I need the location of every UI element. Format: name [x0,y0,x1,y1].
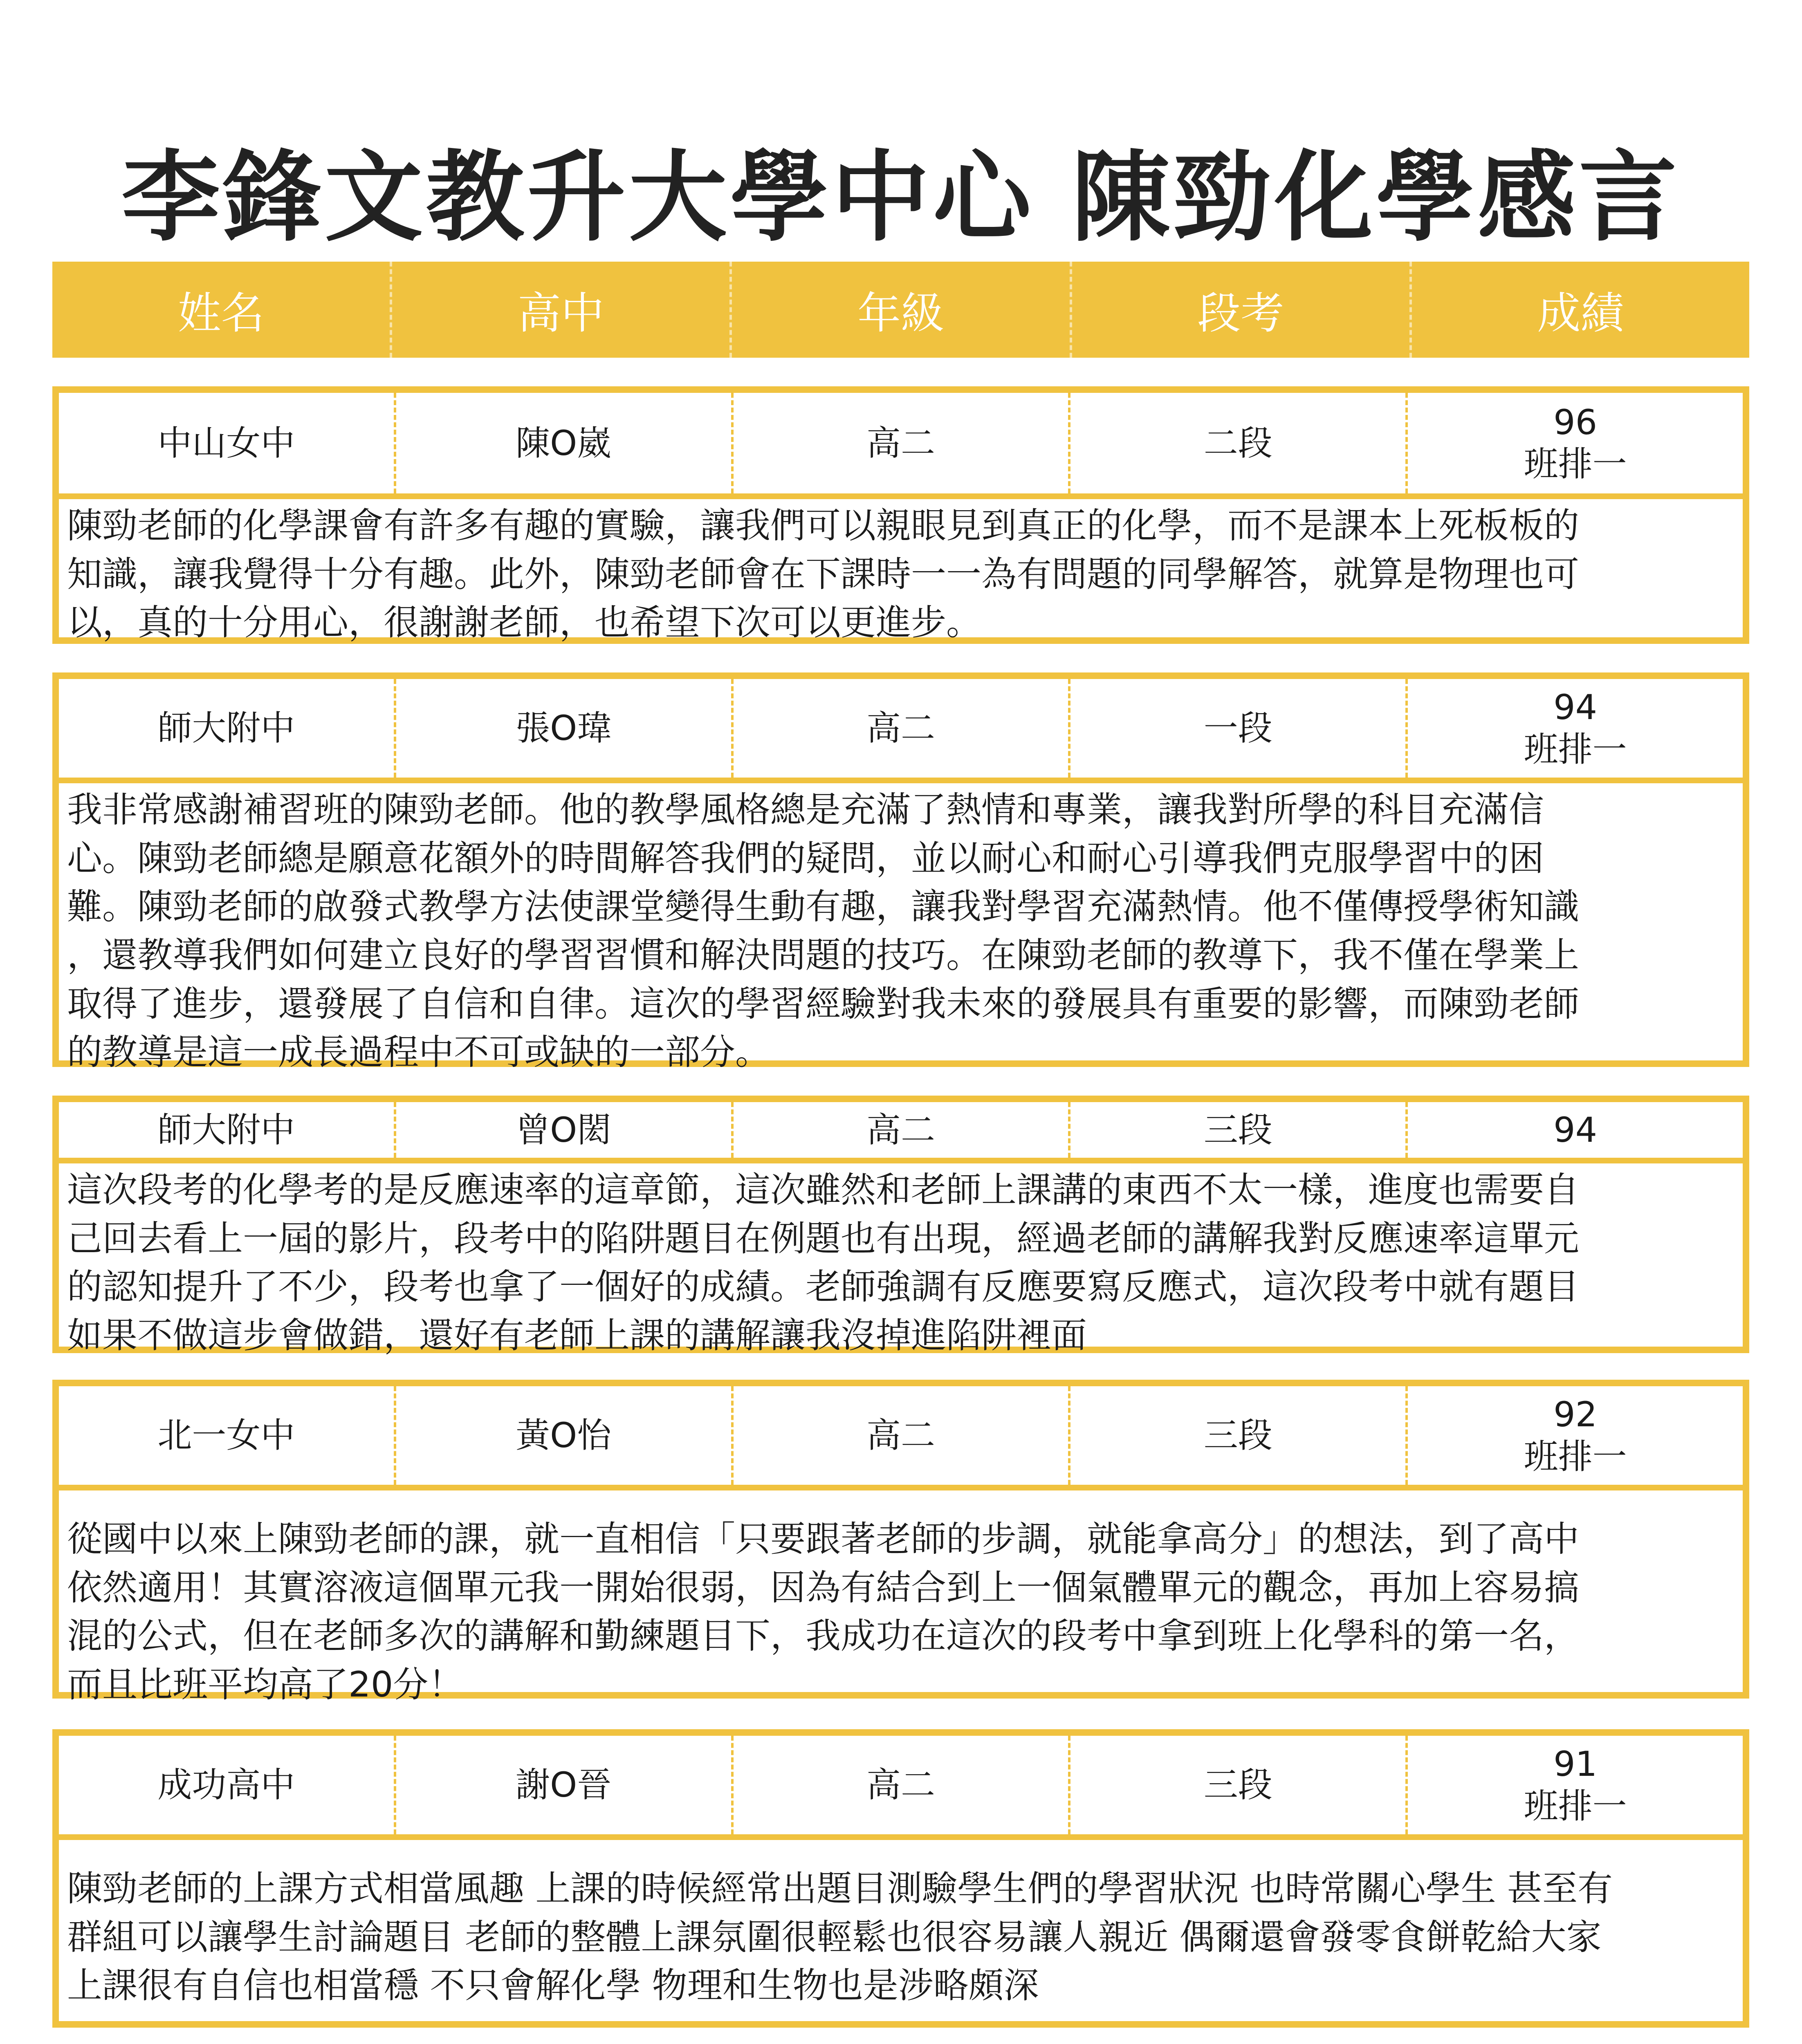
score-cell [1405,1102,1743,1158]
info-row [59,1386,1743,1490]
header-name: 姓名 [177,288,265,338]
comment-line: 這次段考的化學考的是反應速率的這章節，這次雖然和老師上課講的東西不太一樣，進度也需要自 [67,1170,1579,1210]
class-rank: 班排一 [1524,729,1627,769]
comment-line: 以，真的十分用心，很謝謝老師，也希望下次可以更進步。 [67,602,981,643]
page-title: 李鋒文教升大學中心 陳勁化學感言 [121,140,1681,255]
comment-line: 陳勁老師的化學課會有許多有趣的實驗，讓我們可以親眼見到真正的化學，而不是課本上死板板的 [67,505,1579,546]
info-row [59,1736,1743,1840]
comment-line: 混的公式，但在老師多次的講解和勤練題目下，我成功在這次的段考中拿到班上化學科的第一名， [67,1616,1579,1657]
comment-line: 己回去看上一屆的影片，段考中的陷阱題目在例題也有出現，經過老師的講解我對反應速率這單元 [67,1218,1579,1259]
grade-cell: 高二 [731,1102,1068,1158]
comment-line: 而且比班平均高了20分！ [67,1664,464,1706]
testimonial-card [52,1729,1749,2028]
grade-cell: 高二 [731,1386,1068,1485]
class-rank: 班排一 [1524,444,1627,484]
header-school: 高中 [390,262,729,358]
testimonial-card [52,1380,1749,1706]
grade-cell: 高二 [731,393,1068,493]
school-cell: 中山女中 [157,423,295,463]
comment-line: 心。陳勁老師總是願意花額外的時間解答我們的疑問，並以耐心和耐心引導我們克服學習中的困 [67,838,1544,879]
grade-cell: 高二 [731,1736,1068,1834]
exam-cell: 三段 [1068,1736,1405,1834]
score-value: 92 [1553,1394,1598,1435]
class-rank: 班排一 [1524,1786,1627,1826]
school-cell: 師大附中 [157,708,295,749]
exam-cell: 三段 [1068,1386,1405,1485]
score-cell [1405,1736,1743,1834]
exam-cell: 一段 [1068,679,1405,778]
comment-line: 我非常感謝補習班的陳勁老師。他的教學風格總是充滿了熱情和專業，讓我對所學的科目充滿信 [67,789,1544,830]
header-score: 成績 [1409,262,1749,358]
testimonial-card [52,1096,1749,1356]
score-cell [1405,393,1743,493]
score-value: 91 [1553,1744,1598,1784]
comment-line: 依然適用！其實溶液這個單元我一開始很弱，因為有結合到上一個氣體單元的觀念，再加上容易搞 [67,1567,1579,1608]
comment-line: 陳勁老師的上課方式相當風趣 上課的時候經常出題目測驗學生們的學習狀況 也時常關心學生 甚至有 [67,1868,1613,1909]
comment-line: 群組可以讓學生討論題目 老師的整體上課氛圍很輕鬆也很容易讓人親近 偶爾還會發零食餅乾給大家 [67,1916,1602,1958]
testimonial-card [52,386,1749,644]
comment-line: 如果不做這步會做錯，還好有老師上課的講解讓我沒掉進陷阱裡面 [67,1315,1087,1356]
info-row [59,1102,1743,1163]
testimonial-card [52,672,1749,1073]
info-row [59,679,1743,783]
comment-line: 難。陳勁老師的啟發式教學方法使課堂變得生動有趣，讓我對學習充滿熱情。他不僅傳授學術知識 [67,886,1579,928]
student-name-cell: 張O瑋 [394,679,731,778]
exam-cell: 三段 [1068,1102,1405,1158]
score-value: 94 [1553,1109,1598,1150]
school-cell: 北一女中 [157,1415,295,1456]
school-cell: 師大附中 [157,1109,295,1150]
school-cell: 成功高中 [157,1765,295,1805]
exam-cell: 二段 [1068,393,1405,493]
comment-line: ，還教導我們如何建立良好的學習習慣和解決問題的技巧。在陳勁老師的教導下，我不僅在學業上 [67,935,1579,976]
table-header [52,262,1749,358]
info-row [59,393,1743,499]
score-value: 94 [1553,687,1598,728]
comment-line: 從國中以來上陳勁老師的課，就一直相信「只要跟著老師的步調，就能拿高分」的想法，到了高中 [67,1519,1579,1560]
header-exam: 段考 [1070,262,1409,358]
score-cell [1405,679,1743,778]
testimonial-text [59,499,1743,647]
student-name-cell: 曾O閎 [394,1102,731,1158]
student-name-cell: 謝O晉 [394,1736,731,1834]
testimonial-text [59,1840,1743,2010]
class-rank: 班排一 [1524,1436,1627,1477]
comment-line: 的教導是這一成長過程中不可或缺的一部分。 [67,1032,770,1073]
score-cell [1405,1386,1743,1485]
comment-line: 上課很有自信也相當穩 不只會解化學 物理和生物也是涉略頗深 [67,1965,1039,2006]
testimonial-text [59,1490,1743,1709]
student-name-cell: 陳O崴 [394,393,731,493]
comment-line: 的認知提升了不少，段考也拿了一個好的成績。老師強調有反應要寫反應式，這次段考中就有題目 [67,1266,1579,1308]
score-value: 96 [1553,402,1598,442]
testimonial-text [59,783,1743,1077]
header-grade: 年級 [729,262,1069,358]
testimonial-text [59,1163,1743,1360]
student-name-cell: 黃O怡 [394,1386,731,1485]
comment-line: 取得了進步，還發展了自信和自律。這次的學習經驗對我未來的發展具有重要的影響，而陳勁老師 [67,983,1579,1024]
grade-cell: 高二 [731,679,1068,778]
comment-line: 知識，讓我覺得十分有趣。此外，陳勁老師會在下課時一一為有問題的同學解答，就算是物理也可 [67,554,1579,595]
